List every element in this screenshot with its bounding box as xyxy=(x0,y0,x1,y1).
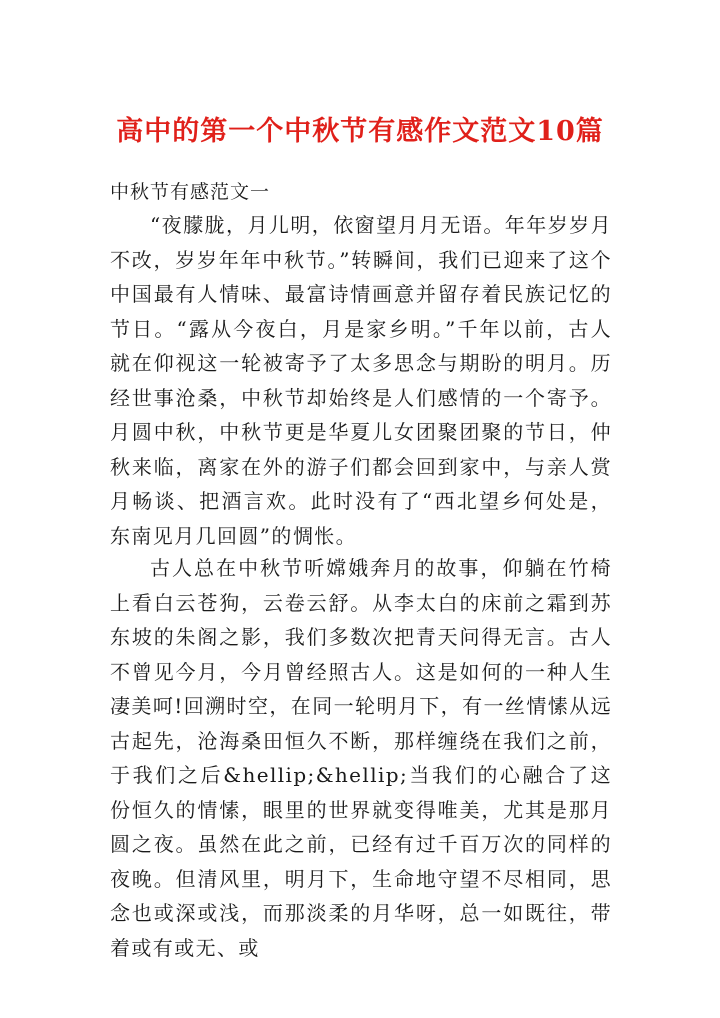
paragraph-2: 古人总在中秋节听嫦娥奔月的故事，仰躺在竹椅上看白云苍狗，云卷云舒。从李太白的床前之霜到苏东坡的朱阁之影，我们多数次把青天问得无言。古人不曾见今月，今月曾经照古人。这是如何的一种人生凄美呵!回溯时空，在同一轮明月下，有一丝情愫从远古起先，沧海桑田恒久不断，那样缠绕在我们之前，于我们之后&hellip;&hellip;当我们的心融合了这份恒久的情愫，眼里的世界就变得唯美，尤其是那月圆之夜。虽然在此之前，已经有过千百万次的同样的夜晚。但清风里，明月下，生命地守望不尽相同，思念也或深或浅，而那淡柔的月华呀，总一如既往，带着或有或无、或 xyxy=(110,556,612,960)
document-title: 高中的第一个中秋节有感作文范文10篇 xyxy=(116,116,604,147)
paragraph-1: “夜朦胧，月儿明，依窗望月月无语。年年岁岁月不改，岁岁年年中秋节。”转瞬间，我们已迎来了这个中国最有人情味、最富诗情画意并留存着民族记忆的节日。“露从今夜白，月是家乡明。”千年以前，古人就在仰视这一轮被寄予了太多思念与期盼的明月。历经世事沧桑，中秋节却始终是人们感情的一个寄予。月圆中秋，中秋节更是华夏儿女团聚团聚的节日，仲秋来临，离家在外的游子们都会回到家中，与亲人赏月畅谈、把酒言欢。此时没有了“西北望乡何处是，东南见月几回圆”的惆怅。 xyxy=(110,213,612,548)
section-heading: 中秋节有感范文一 xyxy=(110,181,271,203)
